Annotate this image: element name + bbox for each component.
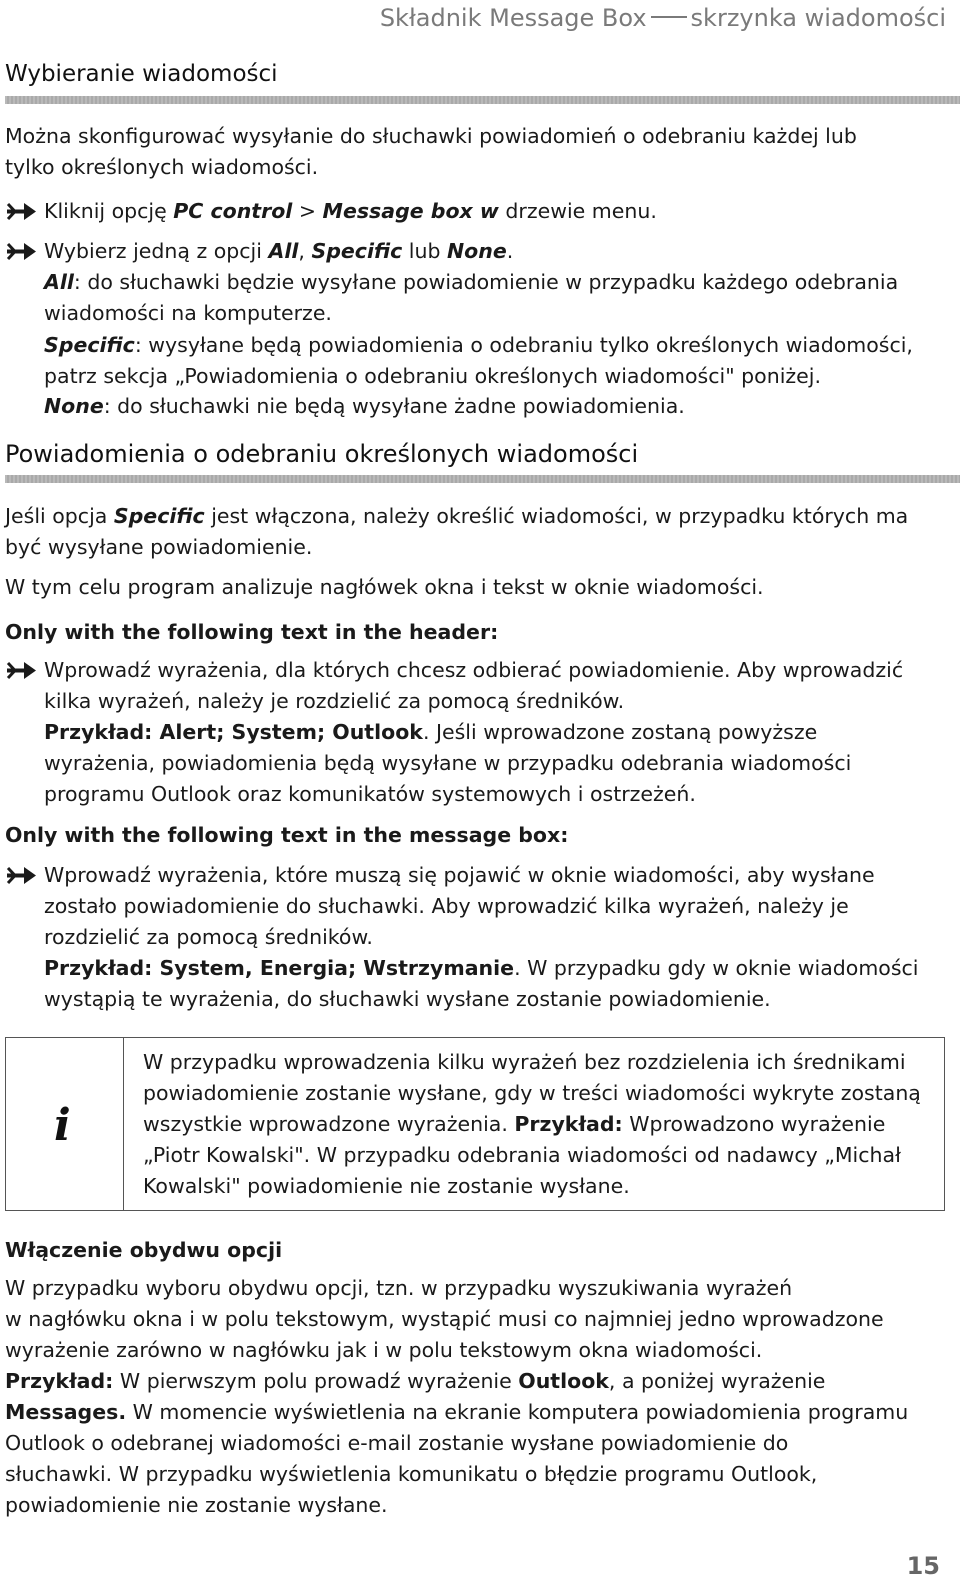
none-desc-line-1: : do słuchawki nie będą wysyłane żadne powiadomienia. bbox=[103, 394, 685, 418]
both-ex-a: W pierwszym polu prowadź wyrażenie bbox=[113, 1369, 519, 1393]
header-opt-line-3-rest: . Jeśli wprowadzone zostaną powyższe bbox=[422, 720, 818, 744]
all-term: All bbox=[44, 270, 74, 294]
msgbox-opt-line-4-rest: . W przypadku gdy w oknie wiadomości bbox=[514, 956, 919, 980]
header-opt-example: Przykład: Alert; System; Outlook bbox=[44, 720, 423, 744]
header-opt-line-4: wyrażenia, powiadomienia będą wysyłane w przypadku odebrania wiadomości bbox=[44, 751, 852, 775]
step1-prefix: Kliknij opcję bbox=[44, 199, 174, 223]
both-line-8: powiadomienie nie zostanie wysłane. bbox=[5, 1493, 388, 1517]
step-arrow-icon bbox=[5, 860, 39, 891]
header-dash bbox=[651, 16, 687, 18]
running-header bbox=[380, 4, 946, 32]
both-options-title: Włączenie obydwu opcji bbox=[5, 1238, 283, 1262]
both-options-paragraph bbox=[5, 1273, 950, 1521]
header-opt-line-1: Wprowadź wyrażenia, dla których chcesz odbierać powiadomienie. Aby wprowadzić bbox=[44, 658, 904, 682]
specific-desc-line-2: patrz sekcja „Powiadomienia o odebraniu określonych wiadomości" poniżej. bbox=[44, 364, 821, 388]
header-opt-line-2: kilka wyrażeń, należy je rozdzielić za pomocą średników. bbox=[44, 689, 625, 713]
intro-line-1: Można skonfigurować wysyłanie do słuchawki powiadomień o odebraniu każdej lub bbox=[5, 124, 857, 148]
option-all: All bbox=[268, 239, 299, 263]
section-title-selecting-messages: Wybieranie wiadomości bbox=[5, 61, 278, 87]
both-line-3: wyrażenie zarówno w nagłówku jak i w polu tekstowym okna wiadomości. bbox=[5, 1338, 763, 1362]
both-line-1: W przypadku wyboru obydwu opcji, tzn. w przypadku wyszukiwania wyrażeń bbox=[5, 1276, 793, 1300]
step2-prefix: Wybierz jedną z opcji bbox=[44, 239, 269, 263]
all-desc-line-1: : do słuchawki będzie wysyłane powiadomienie w przypadku każdego odebrania bbox=[73, 270, 899, 294]
msgbox-opt-line-3: rozdzielić za pomocą średników. bbox=[44, 925, 373, 949]
msgbox-opt-example: Przykład: System, Energia; Wstrzymanie bbox=[44, 956, 515, 980]
msgbox-opt-line-1: Wprowadź wyrażenia, które muszą się pojawić w oknie wiadomości, aby wysłane bbox=[44, 863, 875, 887]
header-opt-line-5: programu Outlook oraz komunikatów systemowych i ostrzeżeń. bbox=[44, 782, 696, 806]
none-description bbox=[44, 391, 685, 422]
analysis-paragraph: W tym celu program analizuje nagłówek okna i tekst w oknie wiadomości. bbox=[5, 575, 764, 599]
step2-end: . bbox=[506, 239, 514, 263]
info-line-5: Kowalski" powiadomienie nie zostanie wysłane. bbox=[143, 1174, 630, 1198]
info-line-2: powiadomienie zostanie wysłane, gdy w treści wiadomości wykryte zostaną bbox=[143, 1081, 921, 1105]
step-arrow-icon bbox=[5, 236, 39, 267]
info-line-1: W przypadku wprowadzenia kilku wyrażeń bez rozdzielenia ich średnikami bbox=[143, 1050, 906, 1074]
both-ex-messages: Messages. bbox=[5, 1400, 127, 1424]
section-title-specific-notifications: Powiadomienia o odebraniu określonych wiadomości bbox=[5, 440, 639, 468]
intro-line-2: tylko określonych wiadomości. bbox=[5, 155, 319, 179]
menu-path-pc-control: PC control bbox=[173, 199, 293, 223]
section-rule bbox=[5, 475, 960, 483]
info-icon: i bbox=[54, 1100, 71, 1151]
msgbox-option-title: Only with the following text in the message box: bbox=[5, 823, 569, 847]
both-ex-b: , a poniżej wyrażenie bbox=[608, 1369, 826, 1393]
menu-path-separator: > bbox=[292, 199, 323, 223]
step-arrow-icon bbox=[5, 196, 39, 227]
page-number: 15 bbox=[906, 1552, 940, 1580]
info-line-3c: Wprowadzono wyrażenie bbox=[622, 1112, 886, 1136]
both-line-2: w nagłówku okna i w polu tekstowym, wystąpić musi co najmniej jedno wprowadzone bbox=[5, 1307, 884, 1331]
both-ex-outlook: Outlook bbox=[518, 1369, 609, 1393]
info-note-text bbox=[143, 1047, 921, 1202]
info-note-box bbox=[5, 1037, 945, 1211]
p1-specific: Specific bbox=[113, 504, 205, 528]
both-line-5-rest: W momencie wyświetlenia na ekranie komputera powiadomienia programu bbox=[126, 1400, 909, 1424]
option-comma: , bbox=[298, 239, 312, 263]
msgbox-opt-line-2: zostało powiadomienie do słuchawki. Aby wprowadzić kilka wyrażeń, należy je bbox=[44, 894, 849, 918]
none-term: None bbox=[44, 394, 104, 418]
step1-suffix: drzewie menu. bbox=[498, 199, 657, 223]
section-rule bbox=[5, 96, 960, 104]
all-description bbox=[44, 267, 898, 329]
header-option-title: Only with the following text in the header: bbox=[5, 620, 499, 644]
info-example-label: Przykład: bbox=[514, 1112, 623, 1136]
specific-description bbox=[44, 330, 913, 392]
option-none: None bbox=[447, 239, 507, 263]
running-header-part1: Składnik Message Box bbox=[379, 4, 647, 32]
p1-b: jest włączona, należy określić wiadomości, w przypadku których ma bbox=[204, 504, 909, 528]
info-line-4: „Piotr Kowalski". W przypadku odebrania wiadomości od nadawcy „Michał bbox=[143, 1143, 901, 1167]
both-line-7: słuchawki. W przypadku wyświetlenia komunikatu o błędzie programu Outlook, bbox=[5, 1462, 818, 1486]
specific-desc-line-1: : wysyłane będą powiadomienia o odebraniu tylko określonych wiadomości, bbox=[134, 333, 913, 357]
option-or: lub bbox=[402, 239, 447, 263]
specific-term: Specific bbox=[44, 333, 135, 357]
p1-line-2: być wysyłane powiadomienie. bbox=[5, 535, 313, 559]
option-specific: Specific bbox=[311, 239, 403, 263]
intro-paragraph bbox=[5, 121, 950, 183]
menu-path-message-box: Message box w bbox=[322, 199, 499, 223]
info-icon-cell bbox=[6, 1038, 124, 1210]
both-example-label: Przykład: bbox=[5, 1369, 114, 1393]
specific-paragraph bbox=[5, 501, 950, 563]
info-line-3a: wszystkie wprowadzone wyrażenia. bbox=[143, 1112, 515, 1136]
running-header-part2: skrzynka wiadomości bbox=[690, 4, 946, 32]
msgbox-opt-line-5: wystąpią te wyrażenia, do słuchawki wysłane zostanie powiadomienie. bbox=[44, 987, 771, 1011]
p1-a: Jeśli opcja bbox=[5, 504, 114, 528]
step-arrow-icon bbox=[5, 655, 39, 686]
all-desc-line-2: wiadomości na komputerze. bbox=[44, 301, 332, 325]
both-line-6: Outlook o odebranej wiadomości e-mail zostanie wysłane powiadomienie do bbox=[5, 1431, 789, 1455]
